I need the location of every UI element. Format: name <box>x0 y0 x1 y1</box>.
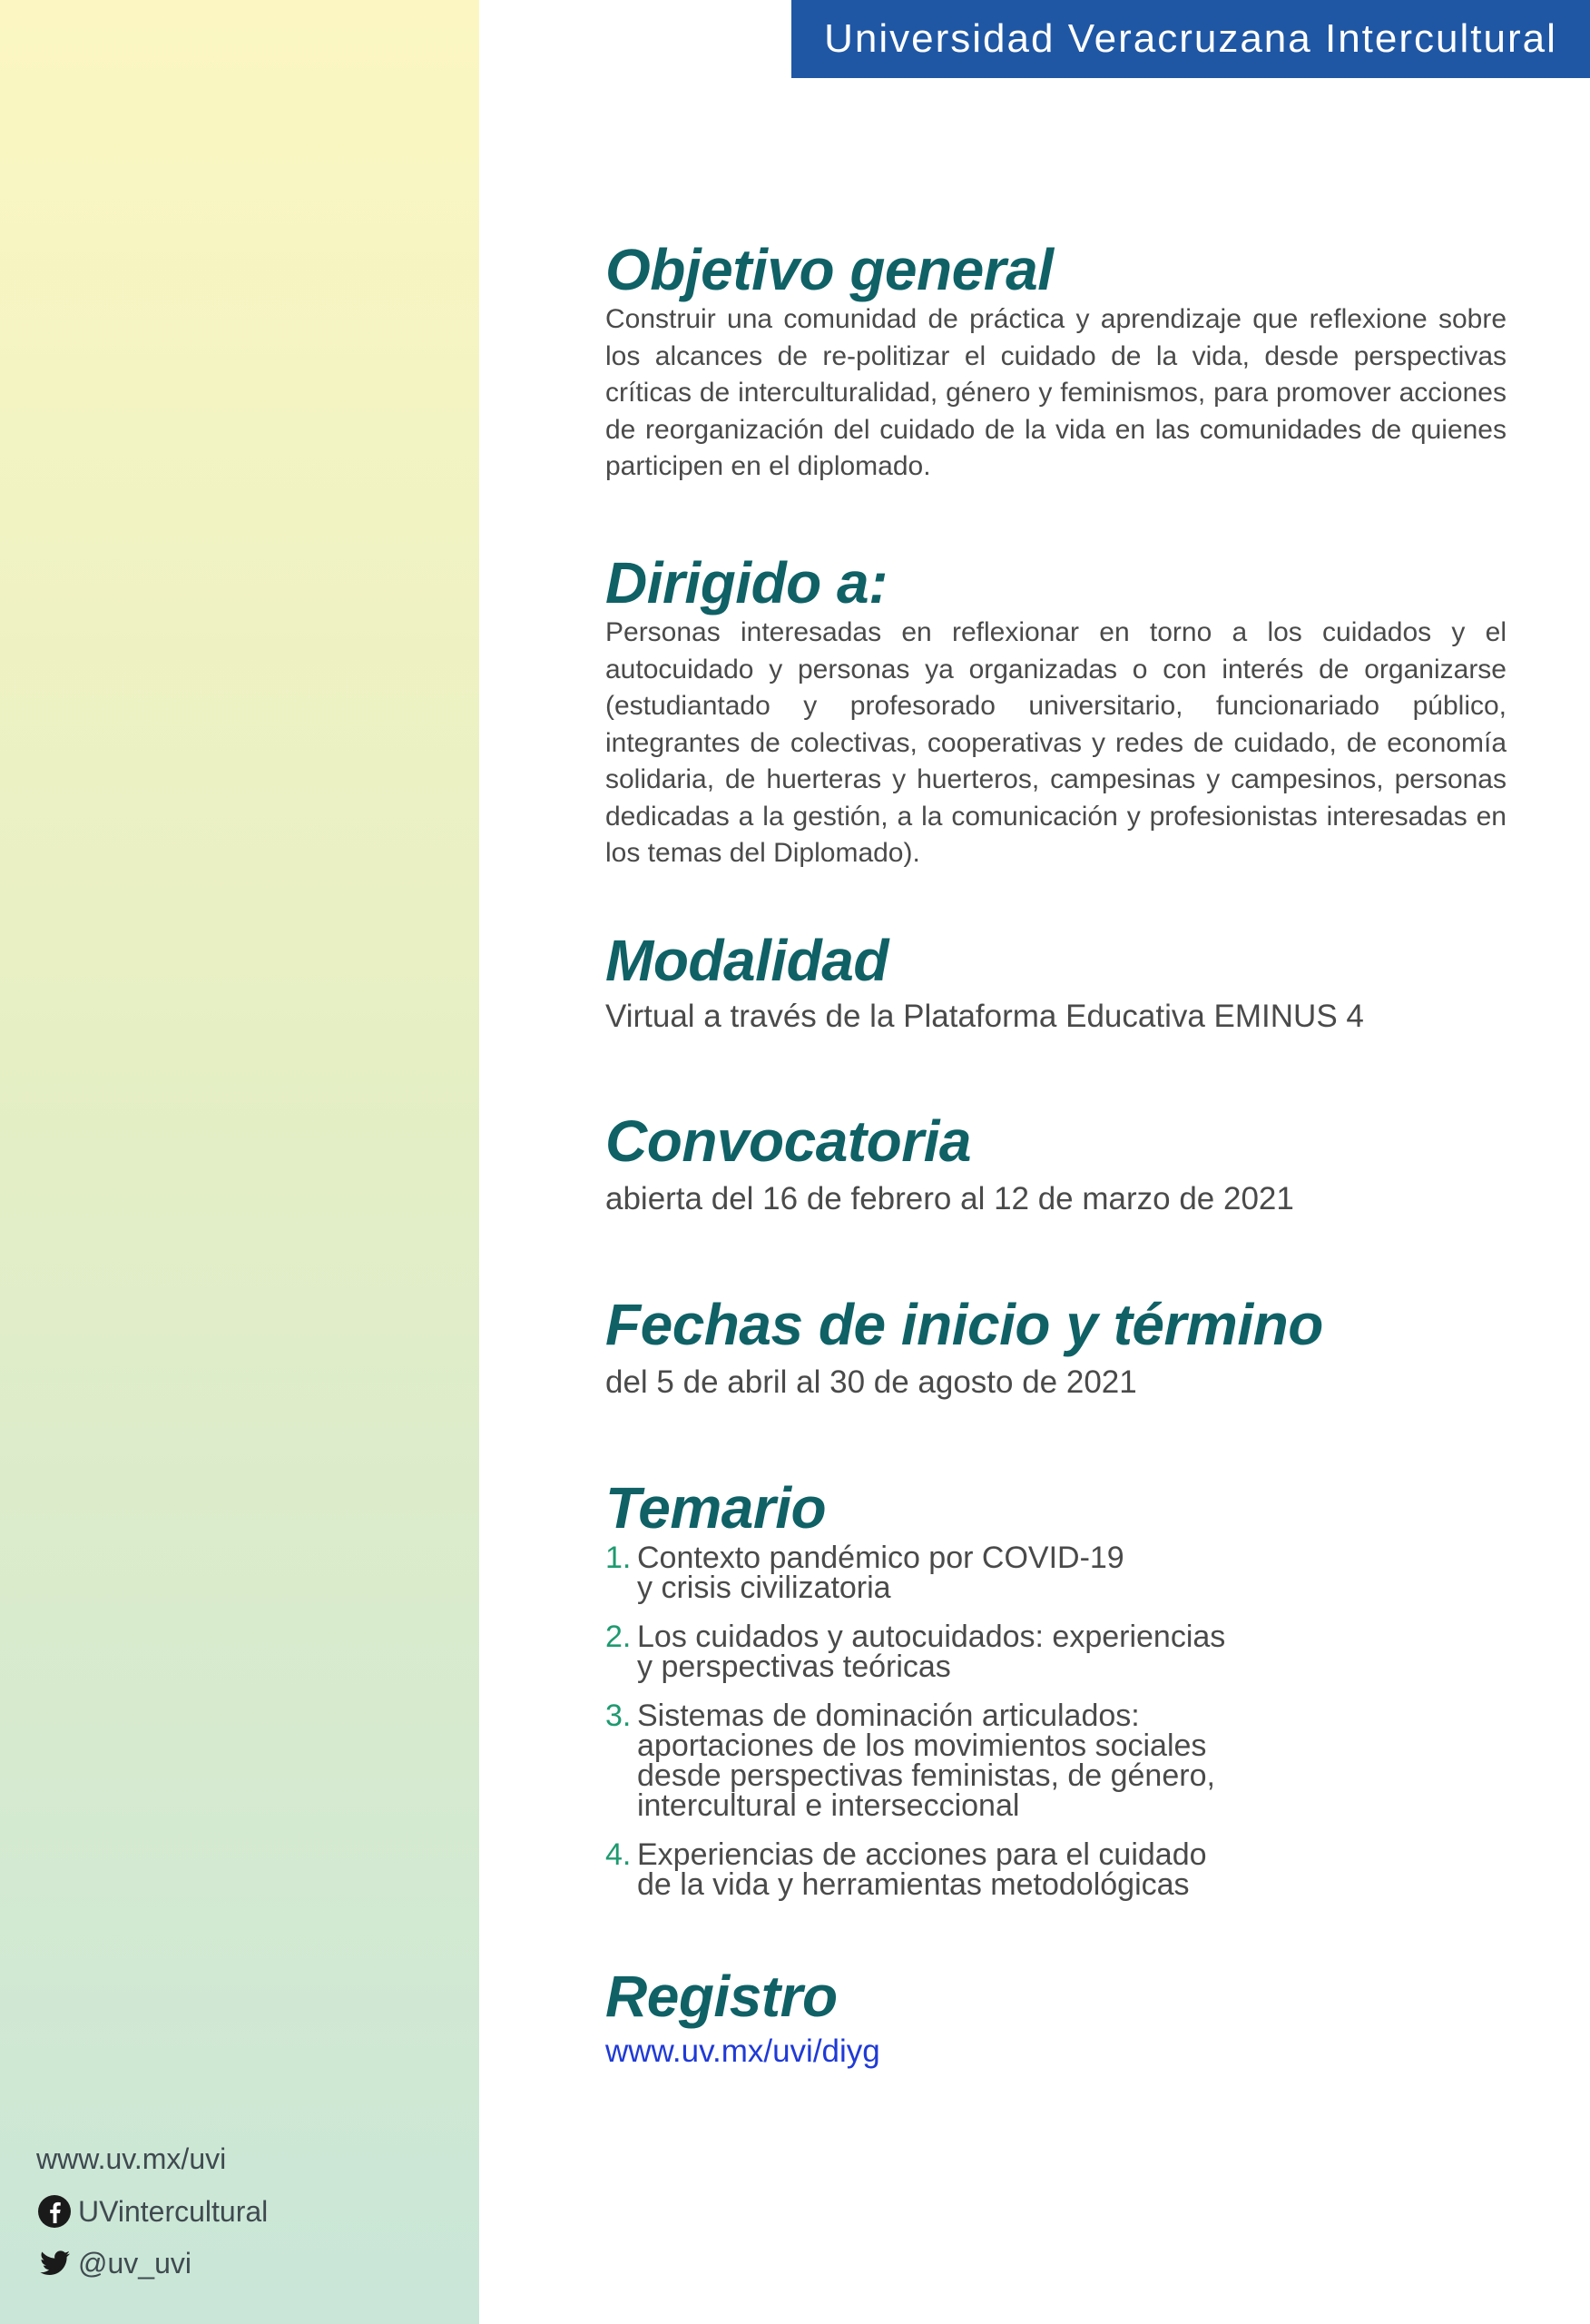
convocatoria-body: abierta del 16 de febrero al 12 de marzo de 2021 <box>605 1181 1294 1217</box>
section-convocatoria <box>605 1109 1507 1218</box>
dirigido-body: Personas interesadas en reflexionar en torno a los cuidados y el autocuidado y personas ya organizadas o con interés de organizarse (estudiantado y profesorado universitario, funcionariado público, integrantes de colectivas, cooperativas y redes de cuidado, de economía solidaria, de huerteras y huerteros, campesinas y campesinos, personas dedicadas a la gestión, a la comunicación y profesionistas interesadas en los temas del Diplomado). <box>605 617 1507 869</box>
registro-link[interactable]: www.uv.mx/uvi/diyg <box>605 2034 880 2070</box>
temario-list <box>605 1541 1507 1903</box>
list-item-text: Contexto pandémico por COVID-19 y crisis civilizatoria <box>637 1541 1124 1606</box>
registro-heading: Registro <box>605 1964 838 2029</box>
sidebar-gradient <box>0 0 479 2324</box>
footer-twitter-handle: @uv_uvi <box>78 2246 191 2280</box>
footer-facebook-handle: UVintercultural <box>78 2194 269 2228</box>
list-item <box>605 1541 1507 1606</box>
list-item <box>605 1837 1507 1903</box>
fechas-body: del 5 de abril al 30 de agosto de 2021 <box>605 1364 1137 1401</box>
list-item-number: 2. <box>605 1620 632 1655</box>
list-item-text: Los cuidados y autocuidados: experiencias y perspectivas teóricas <box>637 1620 1226 1685</box>
list-item-text: Experiencias de acciones para el cuidado de la vida y herramientas metodológicas <box>637 1837 1207 1903</box>
facebook-icon <box>36 2193 73 2230</box>
footer-website-link[interactable]: www.uv.mx/uvi <box>36 2142 227 2175</box>
modalidad-heading: Modalidad <box>605 928 888 993</box>
section-temario <box>605 1476 1507 1919</box>
university-title: Universidad Veracruzana Intercultural <box>824 16 1557 61</box>
convocatoria-heading: Convocatoria <box>605 1108 971 1174</box>
section-dirigido <box>605 551 1507 872</box>
footer-website-row <box>36 2142 226 2176</box>
section-objetivo <box>605 238 1507 486</box>
list-item-number: 3. <box>605 1699 632 1734</box>
list-item-number: 4. <box>605 1837 632 1873</box>
modalidad-body: Virtual a través de la Plataforma Educativa EMINUS 4 <box>605 999 1364 1035</box>
list-item-text: Sistemas de dominación articulados: aportaciones de los movimientos sociales desde perspectivas feministas, de género, intercultural e interseccional <box>637 1699 1215 1824</box>
section-modalidad <box>605 929 1507 1036</box>
twitter-icon <box>36 2245 73 2281</box>
section-registro <box>605 1965 1507 2070</box>
header-bar <box>791 0 1590 78</box>
temario-heading: Temario <box>605 1475 827 1541</box>
section-fechas <box>605 1293 1507 1402</box>
list-item <box>605 1699 1507 1824</box>
list-item <box>605 1620 1507 1685</box>
objetivo-heading: Objetivo general <box>605 237 1054 302</box>
footer-twitter-row[interactable] <box>36 2245 191 2281</box>
footer-facebook-row[interactable] <box>36 2193 268 2230</box>
dirigido-heading: Dirigido a: <box>605 550 888 615</box>
objetivo-body: Construir una comunidad de práctica y aprendizaje que reflexione sobre los alcances de re-politizar el cuidado de la vida, desde perspectivas críticas de interculturalidad, género y feminismos, para promover acciones de reorganización del cuidado de la vida en las comunidades de quienes participen en el diplomado. <box>605 304 1507 482</box>
fechas-heading: Fechas de inicio y término <box>605 1292 1323 1357</box>
list-item-number: 1. <box>605 1541 632 1576</box>
